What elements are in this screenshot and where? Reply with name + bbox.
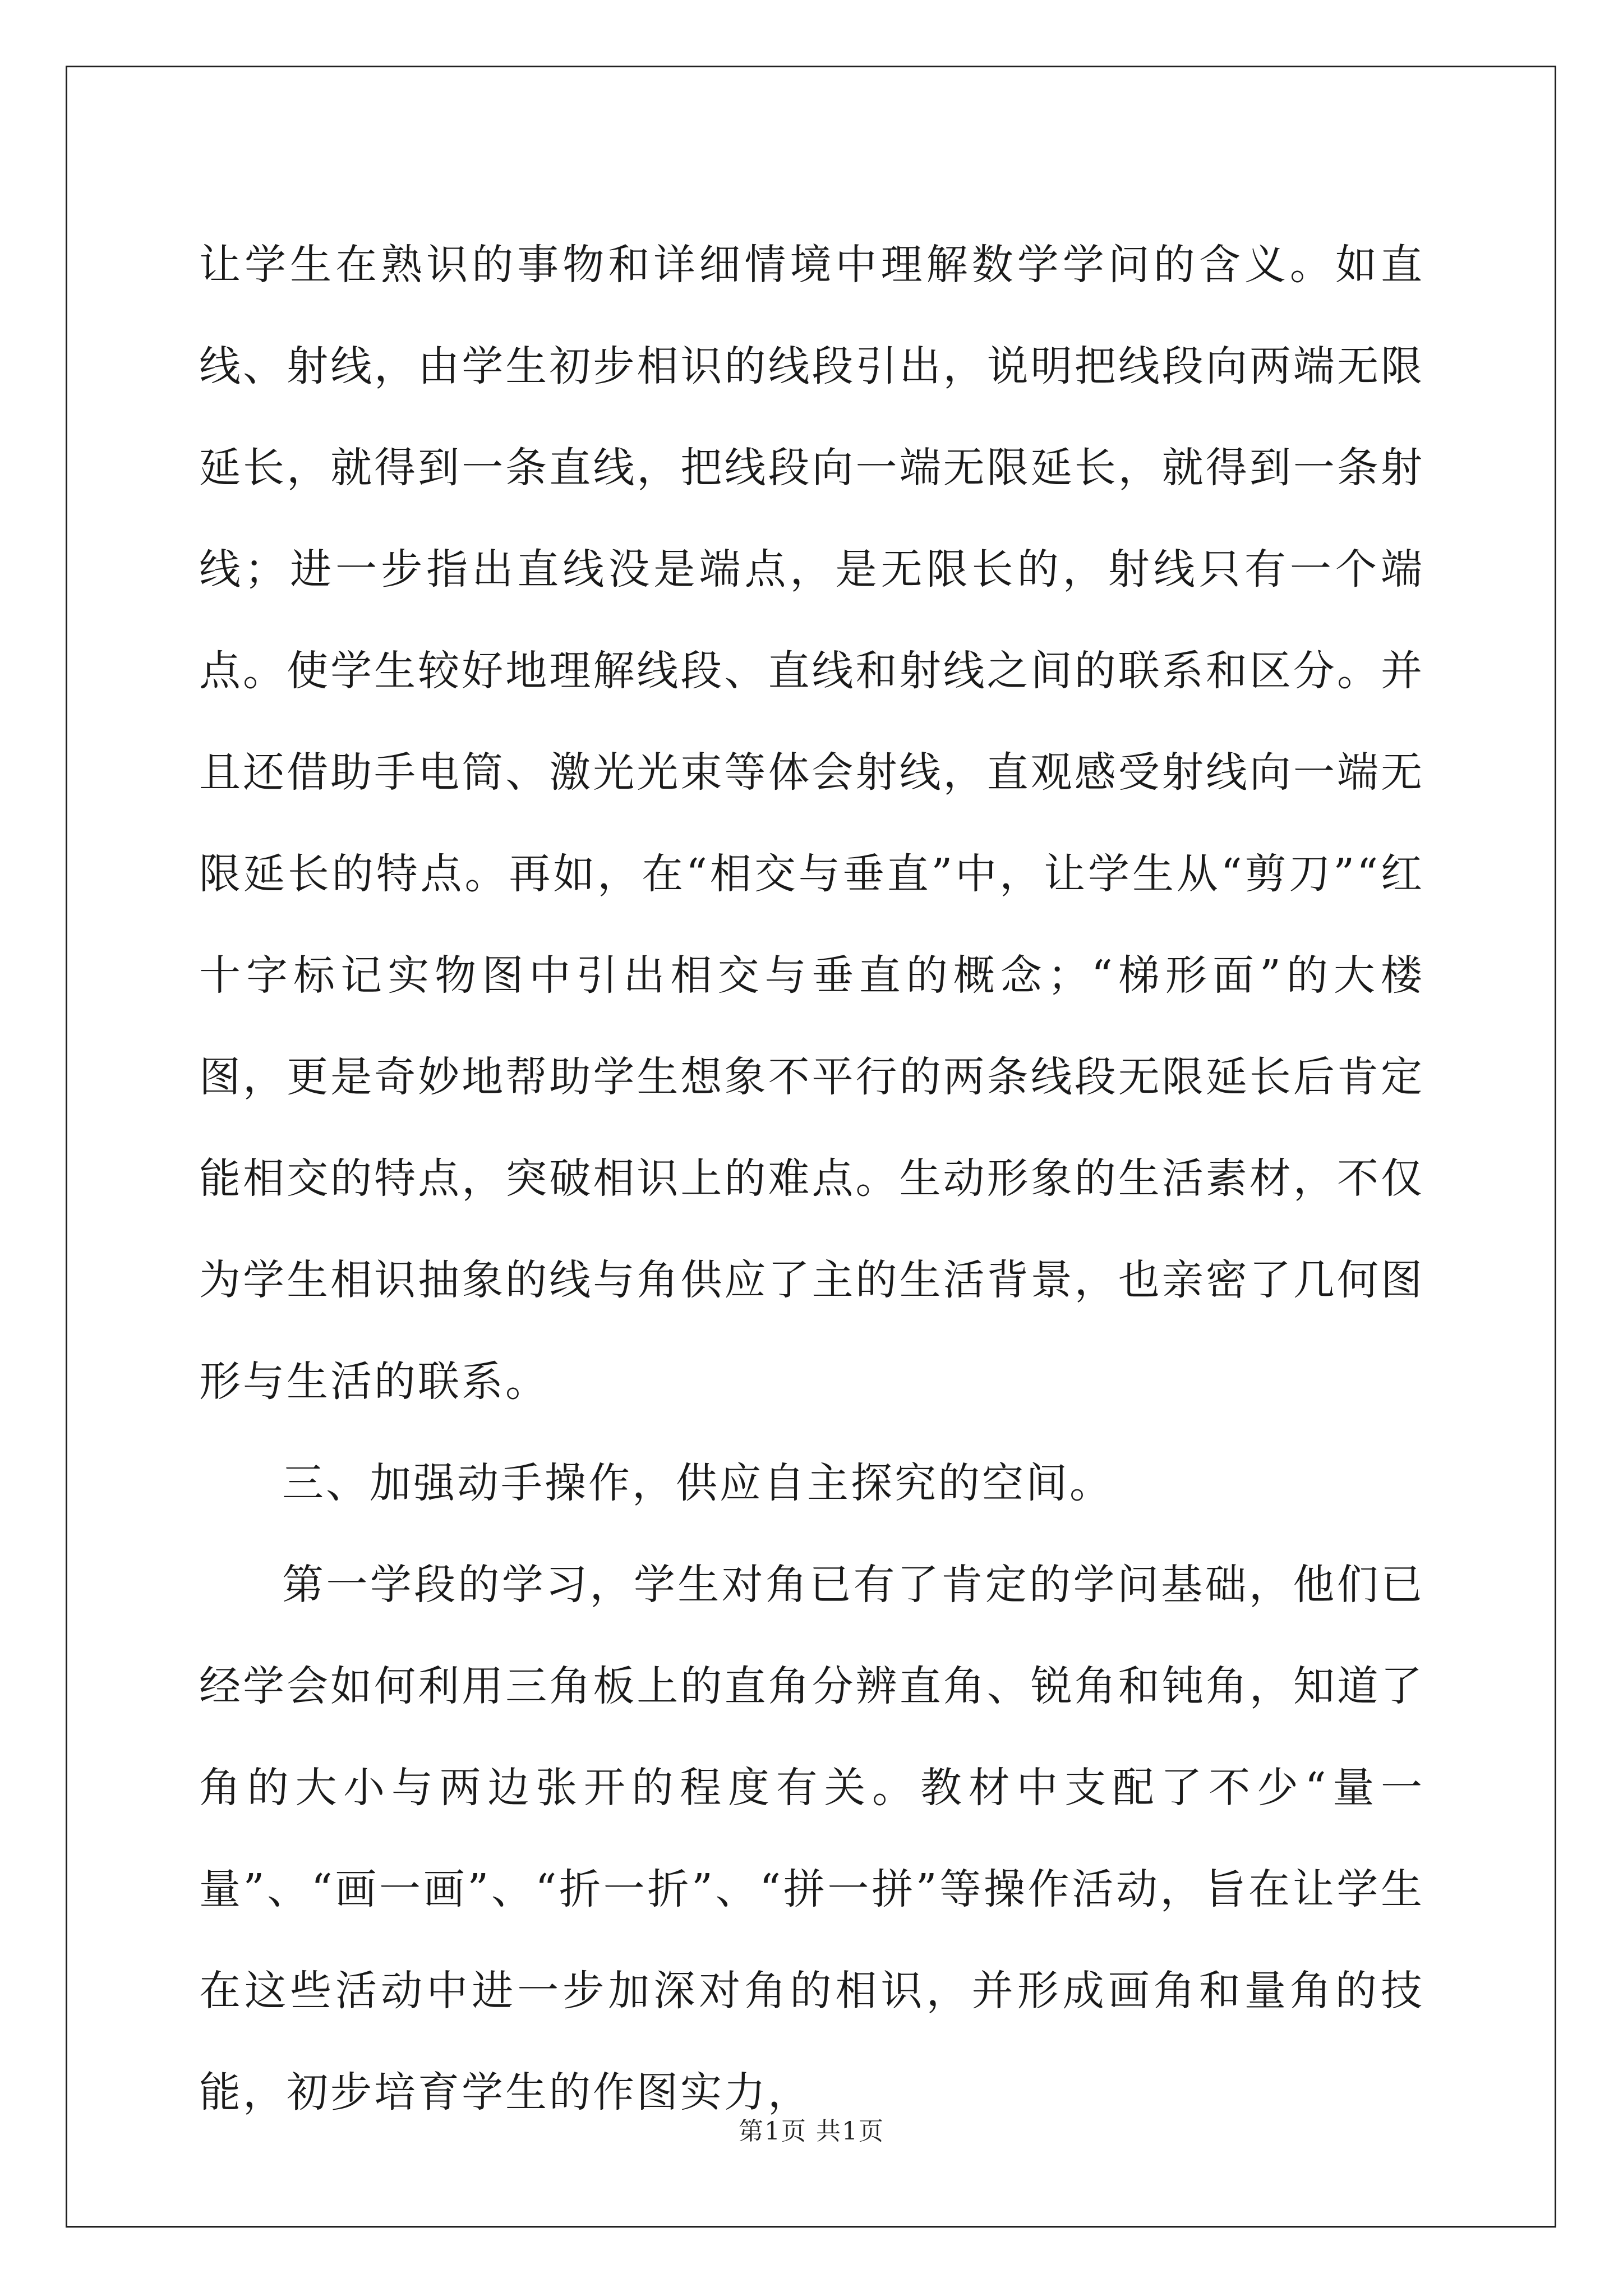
paragraph-2-heading: 三、加强动手操作，供应自主探究的空间。 <box>282 1459 1113 1507</box>
page-footer: 第1页 共1页 <box>739 2117 884 2146</box>
document-body <box>199 214 1424 2143</box>
paragraph-1: 让学生在熟识的事物和详细情境中理解数学学问的含义。如直线、射线，由学生初步相识的线段引出，说明把线段向两端无限延长，就得到一条直线，把线段向一端无限延长，就得到一条射线；进一步指出直线没是端点，是无限长的，射线只有一个端点。使学生较好地理解线段、直线和射线之间的联系和区分。并且还借助手电筒、激光光束等体会射线，直观感受射线向一端无限延长的特点。再如，在“相交与垂直”中，让学生从“剪刀”“红十字标记实物图中引出相交与垂直的概念；“梯形面”的大楼图，更是奇妙地帮助学生想象不平行的两条线段无限延长后肯定能相交的特点，突破相识上的难点。生动形象的生活素材，不仅为学生相识抽象的线与角供应了主的生活背景，也亲密了几何图形与生活的联系。 <box>199 241 1424 1406</box>
paragraph-3: 第一学段的学习，学生对角已有了肯定的学问基础，他们已经学会如何利用三角板上的直角分辨直角、锐角和钝角，知道了角的大小与两边张开的程度有关。教材中支配了不少“量一量”、“画一画”、“折一折”、“拼一拼”等操作活动，旨在让学生在这些活动中进一步加深对角的相识，并形成画角和量角的技能，初步培育学生的作图实力， <box>199 1561 1424 2116</box>
